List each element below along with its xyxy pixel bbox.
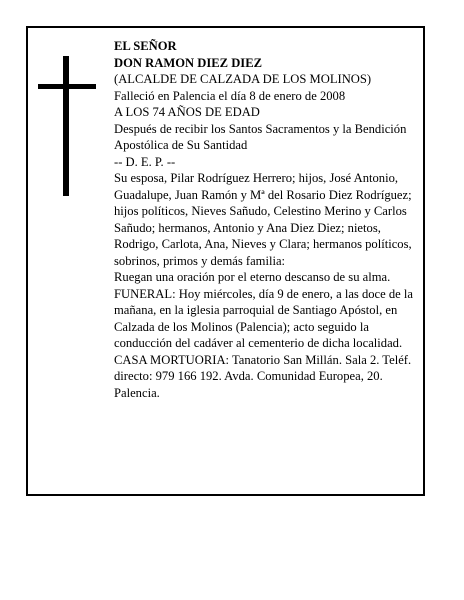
family-text: Su esposa, Pilar Rodríguez Herrero; hijos, José Antonio, Guadalupe, Juan Ramón y Mª del Rosario Diez Rodríguez; hijos políticos, Nieves Sañudo, Celestino Merino y Carlos Sañudo; hermanos, Antonio y Ana Diez Diez; nietos, Rodrigo, Carlota, Ana, Nieves y Clara; hermanos políticos, sobrinos, primos y demás familia:	[114, 171, 412, 268]
sacraments-text: Después de recibir los Santos Sacramentos y la Bendición Apostólica de Su Santidad	[114, 121, 407, 152]
mortuary-text: CASA MORTUORIA: Tanatorio San Millán. Sala 2. Teléf. directo: 979 166 192. Avda. Comunidad Europea, 20. Palencia.	[114, 352, 412, 400]
cross-vertical-bar	[63, 56, 69, 196]
deceased-role: (ALCALDE DE CALZADA DE LOS MOLINOS)	[114, 72, 372, 86]
age-at-death: A LOS 74 AÑOS DE EDAD	[114, 105, 260, 119]
death-date: Falleció en Palencia el día 8 de enero de 2008	[114, 88, 346, 103]
dep-text: -- D. E. P. --	[114, 154, 176, 169]
obituary-text	[114, 38, 414, 401]
deceased-name: DON RAMON DIEZ DIEZ	[114, 55, 262, 70]
title-line-1: EL SEÑOR	[114, 39, 177, 53]
prayer-text: Ruegan una oración por el eterno descanso de su alma.	[114, 270, 391, 284]
funeral-text: FUNERAL: Hoy miércoles, día 9 de enero, a las doce de la mañana, en la iglesia parroquial de Santiago Apóstol, en Calzada de los Molinos (Palencia); acto seguido la conducción del cadáver al cementerio de dicha localidad.	[114, 286, 414, 350]
cross-horizontal-bar	[38, 84, 96, 89]
